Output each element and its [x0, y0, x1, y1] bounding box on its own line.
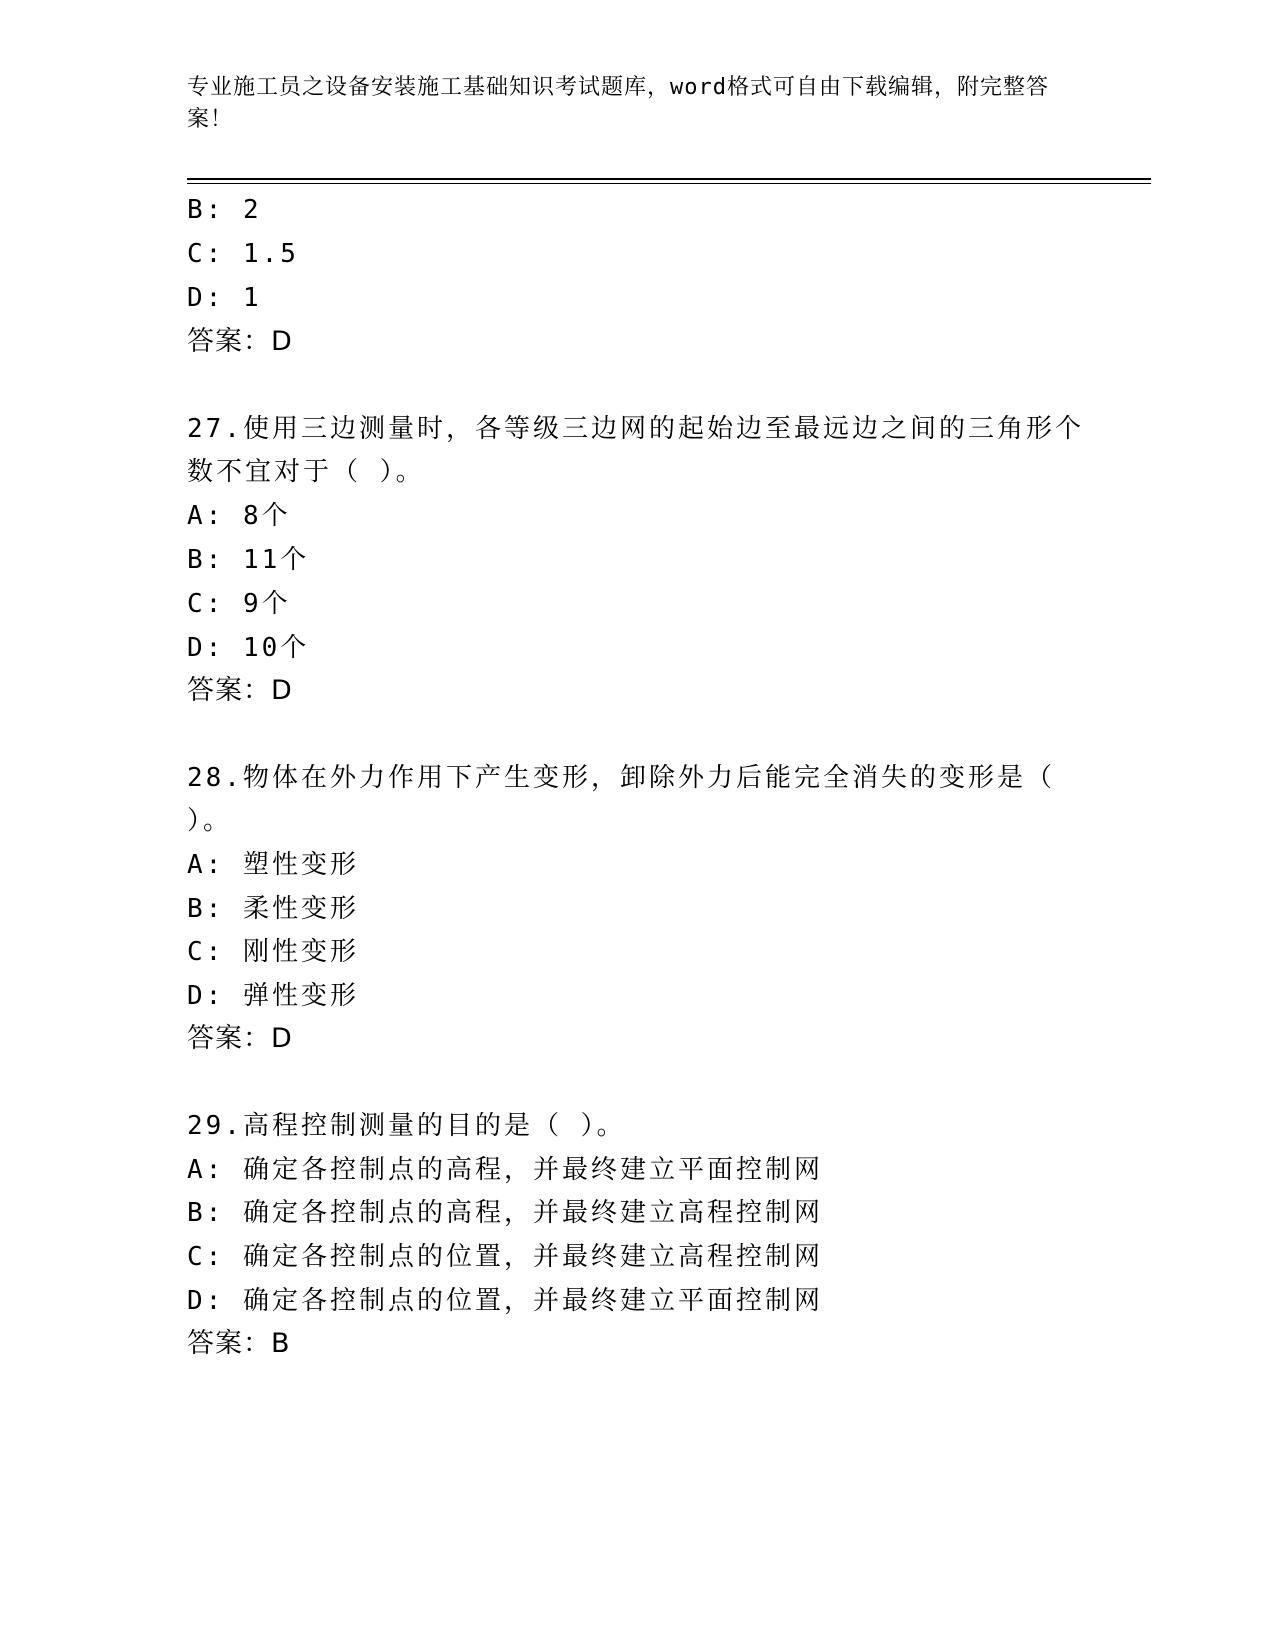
question-29-answer: 答案：B: [187, 1328, 291, 1359]
question-27-option-c: C: 9个: [187, 589, 291, 619]
question-27-answer: 答案：D: [187, 675, 293, 706]
question-27-text-line-1: 27.使用三边测量时，各等级三边网的起始边至最远边之间的三角形个: [187, 414, 1084, 444]
answer-line: 答案：D: [187, 326, 293, 357]
question-27-option-a: A: 8个: [187, 501, 291, 531]
question-28-option-c: C: 刚性变形: [187, 937, 359, 967]
question-27-text-line-2: 数不宜对于（ ）。: [187, 457, 425, 487]
question-28-option-d: D: 弹性变形: [187, 981, 359, 1011]
header-divider-thick: [187, 178, 1151, 180]
option-d: D: 1: [187, 283, 262, 313]
question-28-text-line-2: ）。: [187, 806, 233, 836]
header-divider-thin: [187, 183, 1151, 184]
question-29-option-c: C: 确定各控制点的位置，并最终建立高程控制网: [187, 1242, 823, 1272]
question-29-text: 29.高程控制测量的目的是（ ）。: [187, 1111, 626, 1141]
document-header: 专业施工员之设备安装施工基础知识考试题库，word格式可自由下载编辑，附完整答案！: [187, 75, 1049, 132]
question-28-option-a: A: 塑性变形: [187, 850, 359, 880]
option-b: B: 2: [187, 195, 262, 225]
question-29-option-a: A: 确定各控制点的高程，并最终建立平面控制网: [187, 1155, 823, 1185]
question-27-option-b: B: 11个: [187, 545, 310, 575]
question-27-option-d: D: 10个: [187, 633, 310, 663]
question-29-option-d: D: 确定各控制点的位置，并最终建立平面控制网: [187, 1286, 823, 1316]
option-c: C: 1.5: [187, 239, 299, 269]
question-29-option-b: B: 确定各控制点的高程，并最终建立高程控制网: [187, 1198, 823, 1228]
question-28-option-b: B: 柔性变形: [187, 894, 359, 924]
question-28-answer: 答案：D: [187, 1023, 293, 1054]
question-28-text-line-1: 28.物体在外力作用下产生变形，卸除外力后能完全消失的变形是（: [187, 763, 1055, 793]
